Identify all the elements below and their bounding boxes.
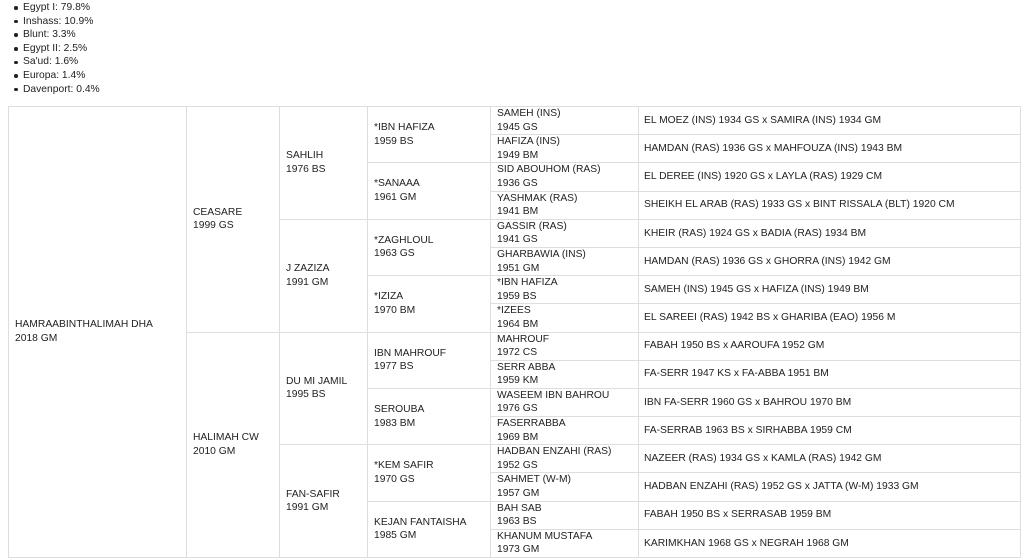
horse-name: SAHMET (W-M) [497, 474, 571, 486]
ancestor-cell [491, 107, 639, 135]
grandparent-cell [280, 332, 368, 445]
horse-name: WASEEM IBN BAHROU [497, 389, 610, 401]
ancestor-parents-cell: KHEIR (RAS) 1924 GS x BADIA (RAS) 1934 BM [639, 219, 1021, 247]
sire-cell [187, 107, 280, 333]
horse-year-color: 1991 GM [286, 502, 329, 514]
great-grandparent-cell [368, 219, 491, 275]
horse-year-color: 1952 GS [497, 459, 538, 471]
bloodline-item: Blunt: 3.3% [12, 28, 100, 42]
horse-name: HAMRAABINTHALIMAH DHA [15, 319, 153, 331]
horse-year-color: 1963 GS [374, 248, 415, 260]
horse-year-color: 1945 GS [497, 121, 538, 133]
horse-name: *KEM SAFIR [374, 460, 434, 472]
grandparent-cell [280, 107, 368, 220]
great-grandparent-cell [368, 107, 491, 163]
horse-name: *ZAGHLOUL [374, 234, 434, 246]
horse-year-color: 1995 BS [286, 389, 326, 401]
horse-name: BAH SAB [497, 502, 542, 514]
bloodline-item: Egypt II: 2.5% [12, 42, 100, 56]
horse-year-color: 1941 BM [497, 206, 539, 218]
horse-year-color: 1961 GM [374, 192, 417, 204]
horse-name: HAFIZA (INS) [497, 136, 560, 148]
ancestor-cell [491, 219, 639, 247]
great-grandparent-cell [368, 501, 491, 557]
ancestor-parents-cell: EL DEREE (INS) 1920 GS x LAYLA (RAS) 1929 CM [639, 163, 1021, 191]
horse-year-color: 1985 GM [374, 530, 417, 542]
horse-year-color: 1999 GS [193, 220, 234, 232]
horse-year-color: 2018 GM [15, 333, 58, 344]
horse-name: YASHMAK (RAS) [497, 192, 578, 204]
great-grandparent-cell [368, 276, 491, 332]
ancestor-cell [491, 332, 639, 360]
ancestor-parents-cell: NAZEER (RAS) 1934 GS x KAMLA (RAS) 1942 GM [639, 445, 1021, 473]
bloodline-item: Egypt I: 79.8% [12, 1, 100, 15]
horse-name: HALIMAH CW [193, 432, 259, 444]
horse-name: IBN MAHROUF [374, 347, 447, 359]
horse-name: FAN-SAFIR [286, 488, 340, 500]
ancestor-parents-cell: EL SAREEI (RAS) 1942 BS x GHARIBA (EAO) 1956 M [639, 304, 1021, 332]
horse-name: SAHLIH [286, 150, 324, 162]
horse-name: SAMEH (INS) [497, 108, 561, 119]
ancestor-cell [491, 445, 639, 473]
great-grandparent-cell [368, 163, 491, 219]
ancestor-cell [491, 247, 639, 275]
horse-year-color: 1963 BS [497, 516, 537, 528]
great-grandparent-cell [368, 445, 491, 501]
horse-name: DU MI JAMIL [286, 375, 348, 387]
ancestor-cell [491, 501, 639, 529]
ancestor-cell [491, 304, 639, 332]
ancestor-parents-cell: HAMDAN (RAS) 1936 GS x GHORRA (INS) 1942 GM [639, 247, 1021, 275]
ancestor-parents-cell: FA-SERR 1947 KS x FA-ABBA 1951 BM [639, 360, 1021, 388]
horse-year-color: 1941 GS [497, 234, 538, 246]
horse-name: *IZEES [497, 305, 531, 317]
grandparent-cell [280, 219, 368, 332]
ancestor-parents-cell: HAMDAN (RAS) 1936 GS x MAHFOUZA (INS) 1943 BM [639, 135, 1021, 163]
horse-year-color: 1970 BM [374, 304, 416, 316]
ancestor-cell [491, 163, 639, 191]
ancestor-parents-cell: SHEIKH EL ARAB (RAS) 1933 GS x BINT RISSALA (BLT) 1920 CM [639, 191, 1021, 219]
horse-name: KHANUM MUSTAFA [497, 530, 593, 542]
bloodline-item: Inshass: 10.9% [12, 15, 100, 29]
horse-year-color: 1991 GM [286, 276, 329, 288]
horse-year-color: 2010 GM [193, 445, 236, 457]
horse-name: MAHROUF [497, 333, 550, 345]
horse-year-color: 1936 GS [497, 177, 538, 189]
horse-name: SEROUBA [374, 403, 425, 415]
bloodline-item: Europa: 1.4% [12, 69, 100, 83]
horse-name: SERR ABBA [497, 361, 556, 373]
horse-name: *IBN HAFIZA [497, 277, 558, 289]
ancestor-parents-cell: FABAH 1950 BS x SERRASAB 1959 BM [639, 501, 1021, 529]
horse-name: CEASARE [193, 206, 243, 218]
horse-year-color: 1976 BS [286, 163, 326, 175]
ancestor-cell [491, 388, 639, 416]
grandparent-cell [280, 445, 368, 558]
ancestor-parents-cell: HADBAN ENZAHI (RAS) 1952 GS x JATTA (W-M) 1933 GM [639, 473, 1021, 501]
horse-year-color: 1959 BS [374, 135, 414, 147]
dam-cell [187, 332, 280, 558]
horse-name: GHARBAWIA (INS) [497, 248, 586, 260]
ancestor-cell [491, 191, 639, 219]
bloodline-item: Davenport: 0.4% [12, 83, 100, 97]
ancestor-cell [491, 360, 639, 388]
horse-year-color: 1973 GM [497, 544, 540, 556]
great-grandparent-cell [368, 388, 491, 444]
horse-year-color: 1969 BM [497, 431, 539, 443]
horse-year-color: 1970 GS [374, 473, 415, 485]
horse-name: J ZAZIZA [286, 263, 330, 275]
horse-year-color: 1983 BM [374, 417, 416, 429]
ancestor-cell [491, 135, 639, 163]
ancestor-parents-cell: SAMEH (INS) 1945 GS x HAFIZA (INS) 1949 BM [639, 276, 1021, 304]
horse-year-color: 1959 BS [497, 290, 537, 302]
horse-year-color: 1977 BS [374, 361, 414, 373]
horse-name: HADBAN ENZAHI (RAS) [497, 446, 612, 458]
subject-horse-cell [9, 107, 187, 558]
horse-name: GASSIR (RAS) [497, 220, 567, 232]
horse-year-color: 1972 CS [497, 347, 538, 359]
horse-year-color: 1976 GS [497, 403, 538, 415]
horse-year-color: 1949 BM [497, 149, 539, 161]
horse-year-color: 1957 GM [497, 488, 540, 500]
ancestor-parents-cell: IBN FA-SERR 1960 GS x BAHROU 1970 BM [639, 388, 1021, 416]
horse-name: *SANAAA [374, 178, 420, 190]
horse-name: FASERRABBA [497, 418, 566, 430]
ancestor-cell [491, 529, 639, 557]
horse-name: *IBN HAFIZA [374, 122, 435, 134]
ancestor-parents-cell: EL MOEZ (INS) 1934 GS x SAMIRA (INS) 1934 GM [639, 107, 1021, 135]
ancestor-parents-cell: KARIMKHAN 1968 GS x NEGRAH 1968 GM [639, 529, 1021, 557]
ancestor-parents-cell: FABAH 1950 BS x AAROUFA 1952 GM [639, 332, 1021, 360]
horse-name: *IZIZA [374, 291, 404, 303]
pedigree-table [8, 106, 1021, 558]
ancestor-cell [491, 417, 639, 445]
horse-year-color: 1964 BM [497, 318, 539, 330]
bloodline-percentages-list [12, 1, 100, 96]
bloodline-item: Sa'ud: 1.6% [12, 55, 100, 69]
great-grandparent-cell [368, 332, 491, 388]
ancestor-parents-cell: FA-SERRAB 1963 BS x SIRHABBA 1959 CM [639, 417, 1021, 445]
horse-name: SID ABOUHOM (RAS) [497, 164, 601, 176]
ancestor-cell [491, 276, 639, 304]
horse-year-color: 1951 GM [497, 262, 540, 274]
ancestor-cell [491, 473, 639, 501]
horse-name: KEJAN FANTAISHA [374, 516, 467, 528]
horse-year-color: 1959 KM [497, 375, 539, 387]
pedigree-row [9, 107, 1021, 135]
